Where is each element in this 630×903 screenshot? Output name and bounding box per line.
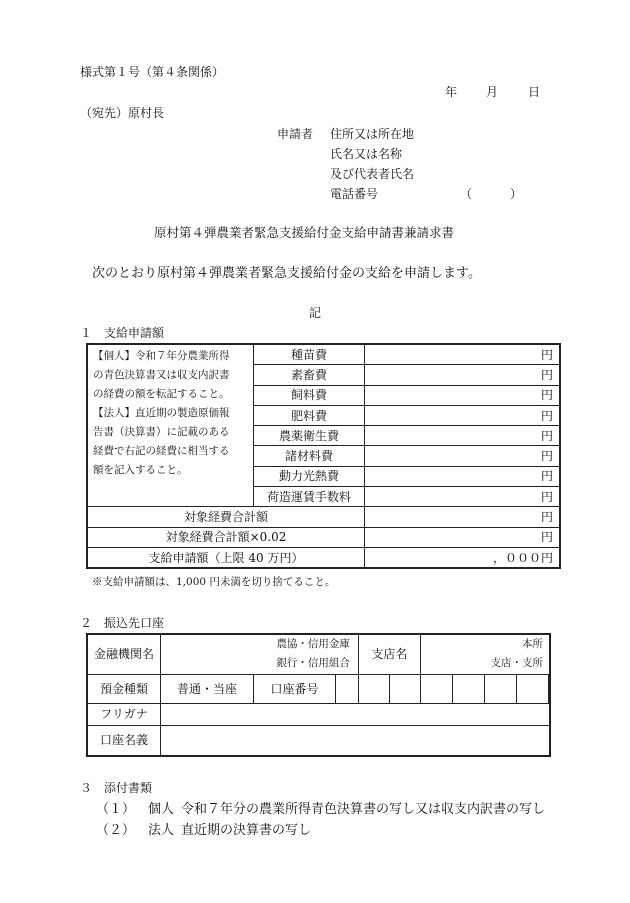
attachment-num: （１） [96,802,136,817]
expense-item-label: 諸材料費 [254,446,365,466]
account-digit-box[interactable] [420,674,452,703]
bank-label: 金融機関名 [87,634,161,674]
date-day: 日 [528,85,541,99]
note-line: の青色決算書又は収支内訳書 [93,369,230,381]
account-digit-box[interactable] [516,674,548,703]
account-type-options[interactable]: 普通・当座 [161,674,254,703]
account-digit-box[interactable] [358,674,389,703]
section1-heading: １ 支給申請額 [80,326,165,340]
total-expense-field[interactable]: 円 [365,507,561,527]
attachment-type: 法人 [148,823,175,838]
branch-label: 支店名 [358,634,420,674]
applicant-label: 申請者 [277,127,314,141]
application-amount-table [86,343,561,569]
note-line: 告書（決算書）に記載のある [93,426,230,438]
account-holder-field[interactable] [161,725,551,756]
account-digit-box[interactable] [389,674,420,703]
expense-amount-field[interactable]: 円 [365,385,561,405]
attachment-num: （２） [96,823,136,838]
expense-amount-field[interactable]: 円 [365,426,561,446]
note-line: 【法人】直近期の製造原価報 [93,407,230,419]
document-title: 原村第４弾農業者緊急支援給付金支給申請書兼請求書 [154,225,455,240]
account-holder-label: 口座名義 [87,725,161,756]
phone-paren-open: （ [460,187,473,201]
expense-item-label: 農薬衛生費 [254,426,365,446]
branch-type-main: 本所 [522,638,543,651]
apply-amount-field[interactable]: ，０００円 [365,547,561,568]
rate-expense-field[interactable]: 円 [365,527,561,547]
instruction-note [87,344,254,507]
bank-type-bank: 銀行・信用組合 [276,657,350,670]
date-month: 月 [486,85,499,99]
expense-item-label: 肥料費 [254,405,365,425]
expense-amount-field[interactable]: 円 [365,365,561,385]
attachment-type: 個人 [148,802,175,817]
attachment-text: 直近期の決算書の写し [181,823,312,838]
footnote: ※支給申請額は、1,000 円未満を切り捨てること。 [92,576,336,588]
furigana-field[interactable] [161,703,551,725]
note-line: 額を記入すること。 [93,464,188,476]
furigana-label: フリガナ [87,703,161,725]
expense-item-label: 動力光熱費 [254,466,365,486]
addressee: （宛先）原村長 [80,106,165,120]
expense-amount-field[interactable]: 円 [365,487,561,507]
section2-heading: ２ 振込先口座 [80,616,165,630]
phone-paren-close: ） [510,187,523,201]
bank-type-coop: 農協・信用金庫 [276,638,350,651]
expense-item-label: 種苗費 [254,344,365,365]
section3-heading: ３ 添付書類 [80,781,153,795]
expense-amount-field[interactable]: 円 [365,344,561,365]
expense-amount-field[interactable]: 円 [365,405,561,425]
form-number: 様式第１号（第４条関係） [80,65,225,79]
bank-account-table [86,633,551,757]
ki-label: 記 [309,306,322,320]
expense-amount-field[interactable]: 円 [365,466,561,486]
expense-item-label: 飼料費 [254,385,365,405]
account-number-label: 口座番号 [254,674,336,703]
account-digit-box[interactable] [335,674,358,703]
note-line: 【個人】令和７年分農業所得 [93,350,230,362]
expense-amount-field[interactable]: 円 [365,446,561,466]
expense-item-label: 荷造運賃手数料 [254,487,365,507]
bank-name-field[interactable] [161,634,359,674]
branch-type-sub: 支店・支所 [490,657,543,670]
account-digit-box[interactable] [452,674,484,703]
date-year: 年 [445,85,458,99]
apply-amount-label: 支給申請額（上限 40 万円） [87,547,365,568]
note-line: 経費で右記の経費に相当する [93,445,230,457]
note-line: の経費の額を転記すること。 [93,388,230,400]
intro-text: 次のとおり原村第４弾農業者緊急支援給付金の支給を申請します。 [92,266,481,281]
applicant-rep-name: 及び代表者氏名 [330,167,415,181]
account-digit-box[interactable] [484,674,516,703]
applicant-address: 住所又は所在地 [330,127,415,141]
applicant-phone: 電話番号 [330,187,379,201]
total-expense-label: 対象経費合計額 [87,507,365,527]
account-digit-box[interactable] [548,674,550,703]
account-type-label: 預金種類 [87,674,161,703]
attachment-text: 令和７年分の農業所得青色決算書の写し又は収支内訳書の写し [181,802,546,817]
expense-item-label: 素畜費 [254,365,365,385]
applicant-name: 氏名又は名称 [330,147,403,161]
branch-name-field[interactable] [420,634,550,674]
rate-expense-label: 対象経費合計額×0.02 [87,527,365,547]
